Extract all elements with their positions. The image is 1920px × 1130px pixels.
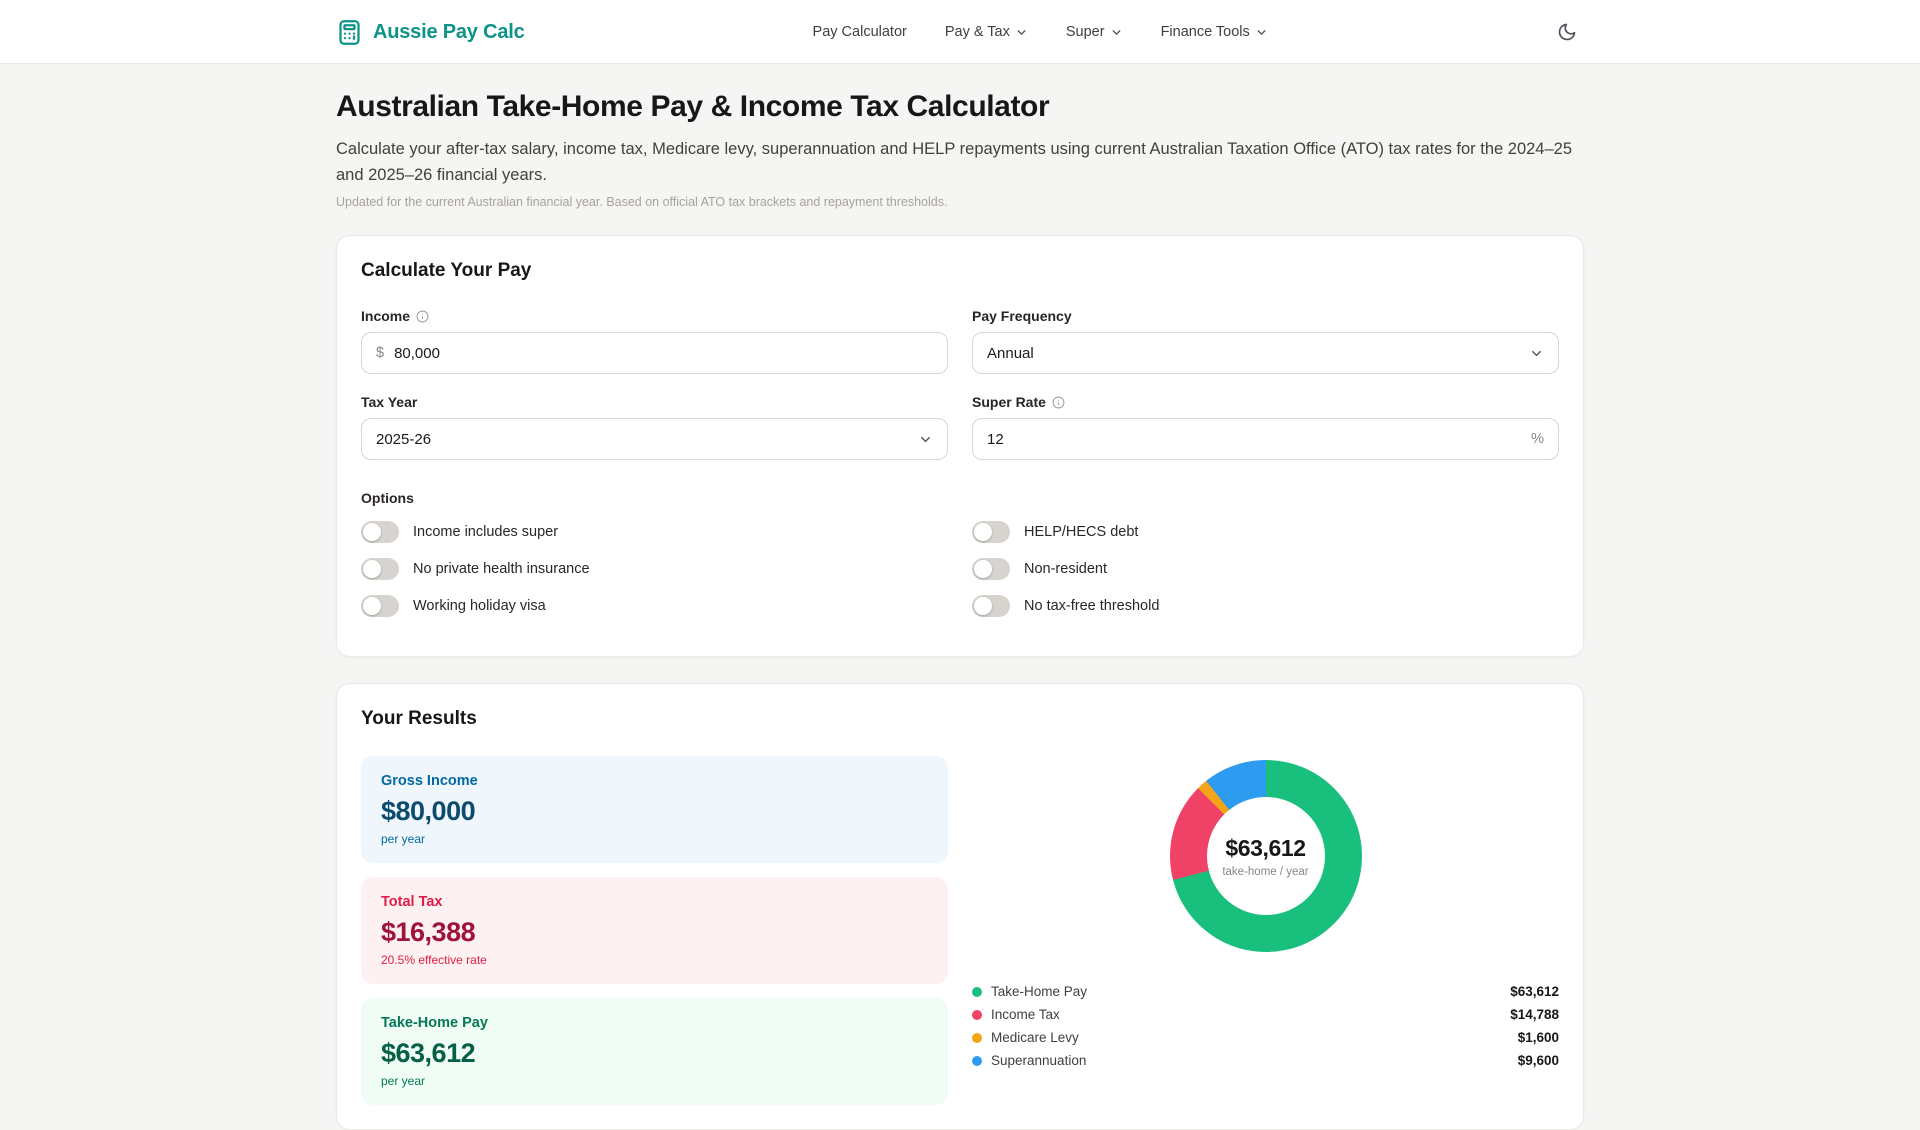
page-note: Updated for the current Australian financial year. Based on official ATO tax brackets and repayment thresholds. <box>336 195 948 210</box>
option-row: Income includes super <box>361 521 948 543</box>
toggle-no-private-health-insurance[interactable] <box>361 558 399 580</box>
moon-icon <box>1557 22 1577 42</box>
options-right-column <box>972 521 1559 632</box>
info-icon[interactable] <box>1052 396 1065 409</box>
pay-frequency-select[interactable]: Annual <box>972 332 1559 374</box>
super-rate-field <box>972 394 1559 460</box>
tax-year-field <box>361 394 948 460</box>
income-field <box>361 308 948 374</box>
chevron-down-icon <box>1255 26 1268 39</box>
info-icon[interactable] <box>416 310 429 323</box>
pay-frequency-label: Pay Frequency <box>972 308 1072 325</box>
legend-item: Medicare Levy $1,600 <box>972 1026 1559 1049</box>
take-home-pay-card: Take-Home Pay $63,612 per year <box>361 998 948 1105</box>
toggle-working-holiday-visa[interactable] <box>361 595 399 617</box>
legend-dot <box>972 1033 982 1043</box>
toggle-non-resident[interactable] <box>972 558 1010 580</box>
calculator-heading: Calculate Your Pay <box>361 260 532 282</box>
option-row: No private health insurance <box>361 558 948 580</box>
option-row: No tax-free threshold <box>972 595 1559 617</box>
chart-center-label: $63,612 take-home / year <box>1207 797 1325 915</box>
legend-item: Superannuation $9,600 <box>972 1049 1559 1072</box>
legend-item: Income Tax $14,788 <box>972 1003 1559 1026</box>
super-rate-input[interactable] <box>987 431 1521 448</box>
toggle-income-includes-super[interactable] <box>361 521 399 543</box>
legend-dot <box>972 1010 982 1020</box>
tax-year-label: Tax Year <box>361 394 418 411</box>
nav-item-super[interactable]: Super <box>1066 24 1123 40</box>
results-card <box>336 683 1584 1130</box>
options-left-column <box>361 521 948 632</box>
percent-suffix: % <box>1531 431 1544 448</box>
chevron-down-icon <box>1015 26 1028 39</box>
tax-year-select[interactable]: 2025-26 <box>361 418 948 460</box>
toggle-help-hecs-debt[interactable] <box>972 521 1010 543</box>
app-logo[interactable] <box>336 19 525 46</box>
nav-item-pay-calculator[interactable]: Pay Calculator <box>812 24 907 40</box>
chevron-down-icon <box>918 432 933 447</box>
pay-frequency-field <box>972 308 1559 374</box>
site-header <box>0 0 1920 64</box>
dark-mode-toggle[interactable] <box>1550 15 1584 49</box>
calculator-card <box>336 235 1584 657</box>
legend-item: Take-Home Pay $63,612 <box>972 980 1559 1003</box>
results-heading: Your Results <box>361 708 477 730</box>
option-row: Non-resident <box>972 558 1559 580</box>
currency-prefix: $ <box>376 345 385 362</box>
nav-item-pay-and-tax[interactable]: Pay & Tax <box>945 24 1028 40</box>
page-title: Australian Take-Home Pay & Income Tax Calculator <box>336 90 1050 123</box>
main-nav <box>813 24 1268 40</box>
brand-name: Aussie Pay Calc <box>373 20 525 43</box>
tax-breakdown-chart <box>1170 760 1362 952</box>
super-rate-label: Super Rate <box>972 394 1046 411</box>
chart-legend <box>972 980 1559 1072</box>
income-input[interactable] <box>394 345 933 362</box>
toggle-no-tax-free-threshold[interactable] <box>972 595 1010 617</box>
gross-income-card: Gross Income $80,000 per year <box>361 756 948 863</box>
chevron-down-icon <box>1110 26 1123 39</box>
options-heading: Options <box>361 490 414 507</box>
calculator-icon <box>336 19 363 46</box>
total-tax-card: Total Tax $16,388 20.5% effective rate <box>361 877 948 984</box>
option-row: HELP/HECS debt <box>972 521 1559 543</box>
results-stats-column <box>361 756 948 1105</box>
income-label: Income <box>361 308 411 325</box>
legend-dot <box>972 1056 982 1066</box>
option-row: Working holiday visa <box>361 595 948 617</box>
nav-item-finance-tools[interactable]: Finance Tools <box>1161 24 1268 40</box>
legend-dot <box>972 987 982 997</box>
chevron-down-icon <box>1529 346 1544 361</box>
page-subtitle: Calculate your after-tax salary, income tax, Medicare levy, superannuation and HELP repayments using current Australian Taxation Office (ATO) tax rates for the 2024–25 and 2025–26 financial years. <box>336 140 1573 184</box>
results-chart-column <box>972 756 1559 1105</box>
